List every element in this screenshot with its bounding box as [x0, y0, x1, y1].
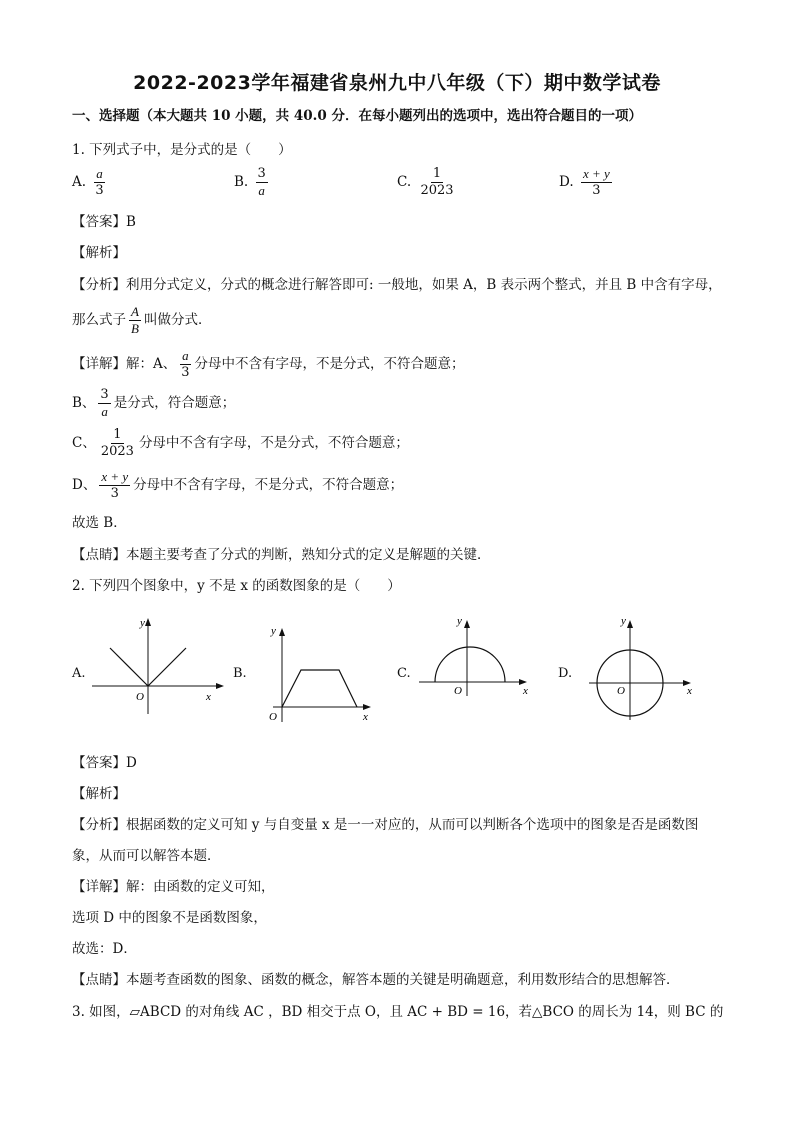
fraction: $\frac{x + y}{3}$ — [101, 469, 129, 501]
fraction: $\frac{x + y}{3}$ — [582, 166, 610, 198]
x-axis-label: x — [523, 685, 528, 697]
origin-label: O — [269, 711, 277, 723]
q1-conclusion: 故选 B． — [72, 515, 127, 531]
q1-xiangjie-d: D、 $\frac{x + y}{3}$ 分母中不含有字母，不是分式，不符合题意； — [72, 469, 404, 501]
q2-jiexi: 【解析】 — [72, 786, 126, 802]
q2-label-a: A. — [72, 666, 86, 681]
q1-dianjing: 【点睛】本题主要考查了分式的判断，熟知分式的定义是解题的关键． — [72, 547, 491, 563]
fraction: $\frac{1}{2023}$ — [100, 427, 134, 459]
fraction: $\frac{3}{a}$ — [257, 166, 266, 198]
q1-option-a: A. $\frac{a}{3}$ — [72, 166, 104, 198]
q1-fenxi-line2: 那么式子 $\frac{A}{B}$ 叫做分式． — [72, 304, 212, 336]
q1-jiexi: 【解析】 — [72, 245, 126, 261]
fraction: $\frac{a}{3}$ — [95, 166, 104, 198]
origin-label: O — [617, 685, 625, 697]
q2-dianjing: 【点睛】本题考查函数的图象、函数的概念，解答本题的关键是明确题意，利用数形结合的思想解答． — [72, 972, 680, 988]
q1-fenxi-line1: 【分析】利用分式定义，分式的概念进行解答即可: 一般地，如果 A，B 表示两个整式，并且 B 中含有字母， — [72, 277, 722, 293]
q3-stem: 3. 如图，▱ABCD 的对角线 AC ，BD 相交于点 O，且 AC + BD = 16，若△BCO 的周长为 14，则 BC 的 — [72, 1004, 724, 1020]
x-axis-label: x — [687, 685, 692, 697]
q1-stem: 1. 下列式子中，是分式的是（ ） — [72, 142, 292, 158]
q2-fenxi-line1: 【分析】根据函数的定义可知 y 与自变量 x 是一一对应的，从而可以判断各个选项中的图象是否是函数图 — [72, 817, 699, 833]
page-title: 2022-2023学年福建省泉州九中八年级（下）期中数学试卷 — [133, 72, 661, 94]
q2-label-b: B. — [233, 666, 247, 681]
q2-answer: 【答案】D — [72, 755, 137, 771]
q2-xiangjie: 【详解】解：由函数的定义可知， — [72, 879, 275, 895]
q1-option-b: B. $\frac{3}{a}$ — [234, 166, 266, 198]
x-axis-label: x — [363, 711, 368, 723]
fraction: $\frac{a}{3}$ — [181, 348, 190, 380]
q2-graph-c — [415, 612, 535, 702]
q1-option-d: D. $\frac{x + y}{3}$ — [559, 166, 610, 198]
q1-option-c: C. $\frac{1}{2023}$ — [397, 166, 454, 198]
origin-label: O — [136, 691, 144, 703]
fraction: $\frac{3}{a}$ — [100, 387, 109, 419]
q2-graph-a — [88, 610, 228, 720]
q2-fenxi-line2: 象，从而可以解答本题． — [72, 848, 221, 864]
y-axis-label: y — [140, 617, 145, 629]
q2-graph-d — [585, 612, 705, 724]
q2-xiangjie-line2: 选项 D 中的图象不是函数图象， — [72, 910, 267, 926]
y-axis-label: y — [457, 615, 462, 627]
section-heading: 一、选择题（本大题共 10 小题，共 40.0 分．在每小题列出的选项中，选出符合题目的一项） — [72, 108, 642, 124]
q1-xiangjie: 【详解】解：A、 $\frac{a}{3}$ 分母中不含有字母，不是分式，不符合题意； — [72, 348, 465, 380]
origin-label: O — [454, 685, 462, 697]
y-axis-label: y — [271, 625, 276, 637]
q2-conclusion: 故选：D． — [72, 941, 137, 957]
q1-xiangjie-b: B、 $\frac{3}{a}$ 是分式，符合题意； — [72, 387, 236, 419]
fraction: $\frac{1}{2023}$ — [420, 166, 454, 198]
q2-stem: 2. 下列四个图象中，y 不是 x 的函数图象的是（ ） — [72, 578, 401, 594]
q2-label-d: D. — [558, 666, 573, 681]
q1-answer: 【答案】B — [72, 214, 136, 230]
q2-graph-b — [255, 622, 375, 726]
y-axis-label: y — [621, 615, 626, 627]
q1-xiangjie-c: C、 $\frac{1}{2023}$ 分母中不含有字母，不是分式，不符合题意； — [72, 427, 409, 459]
fraction: $\frac{A}{B}$ — [131, 304, 139, 336]
x-axis-label: x — [206, 691, 211, 703]
q2-label-c: C. — [397, 666, 411, 681]
